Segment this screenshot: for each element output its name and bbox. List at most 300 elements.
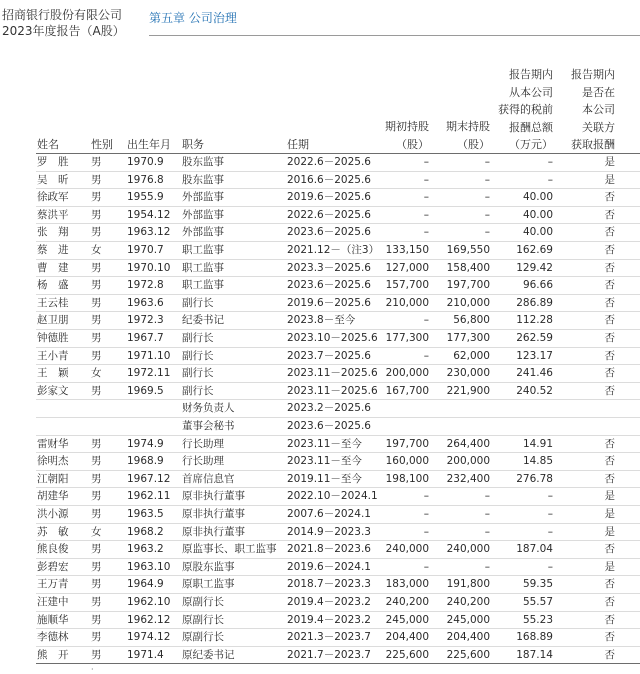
cell-birth: 1963.10: [127, 560, 171, 573]
cell-position: 外部监事: [182, 191, 224, 204]
cell-gender: 女: [91, 367, 102, 380]
cell-name: 胡建华: [37, 490, 69, 503]
cell-end-shares: 177,300: [446, 332, 490, 344]
cell-name: 彭碧宏: [37, 560, 69, 573]
cell-end-shares: 56,800: [453, 314, 490, 327]
cell-name: 王万青: [37, 578, 69, 591]
table-row: [0, 154, 640, 172]
cell-gender: 男: [91, 560, 102, 573]
cell-pay: 240.52: [516, 384, 553, 397]
table-header: [0, 66, 640, 154]
cell-birth: 1962.10: [127, 596, 171, 608]
table-row: [0, 488, 640, 506]
cell-related-party: 是: [604, 156, 615, 168]
col-end-line2: （股）: [457, 137, 490, 151]
cell-gender: 男: [91, 508, 102, 520]
cell-term: 2023.11－至今: [287, 455, 362, 468]
cell-birth: 1967.12: [127, 472, 171, 485]
cell-name: 王小青: [37, 349, 69, 362]
cell-end-shares: 204,400: [446, 631, 490, 644]
cell-birth: 1972.11: [127, 367, 171, 380]
cell-end-shares: 158,400: [446, 261, 490, 274]
table-row: [0, 207, 640, 225]
cell-related-party: 否: [604, 437, 615, 450]
cell-position: 外部监事: [182, 208, 224, 221]
cell-gender: 男: [91, 208, 102, 221]
cell-name: 赵卫朋: [37, 314, 69, 327]
cell-pay: 162.69: [516, 244, 553, 256]
cell-begin-shares: 157,700: [385, 279, 429, 292]
cell-birth: 1963.2: [127, 543, 164, 556]
cell-gender: 男: [91, 490, 102, 503]
col-related-line1: 报告期内: [571, 68, 615, 81]
cell-begin-shares: 183,000: [385, 578, 429, 591]
cell-pay: –: [547, 173, 553, 186]
cell-position: 财务负责人: [182, 402, 235, 415]
cell-end-shares: –: [484, 560, 490, 573]
col-begin-header: [385, 118, 429, 153]
col-begin-line1: 期初持股: [385, 120, 429, 133]
cell-gender: 男: [91, 578, 102, 591]
cell-position: 原非执行董事: [182, 490, 245, 503]
cell-end-shares: –: [484, 525, 490, 538]
cell-position: 首席信息官: [182, 472, 235, 485]
cell-position: 原非执行董事: [182, 508, 245, 520]
cell-pay: 276.78: [516, 472, 553, 485]
cell-end-shares: 245,000: [446, 613, 490, 626]
cell-name: 蔡洪平: [37, 208, 69, 221]
cell-gender: 男: [91, 261, 102, 274]
cell-term: 2019.4－2023.2: [287, 613, 371, 626]
table-row: [0, 312, 640, 330]
cell-pay: 168.89: [516, 631, 553, 644]
cell-birth: 1962.12: [127, 613, 171, 626]
cell-name: 徐明杰: [37, 455, 69, 468]
cell-pay: 14.85: [522, 455, 553, 468]
cell-end-shares: –: [484, 156, 490, 168]
header-divider: [149, 35, 640, 36]
cell-related-party: 否: [604, 279, 615, 292]
cell-begin-shares: 198,100: [385, 472, 429, 485]
cell-position: 职工监事: [182, 279, 224, 292]
cell-related-party: 否: [604, 578, 615, 591]
cell-gender: 男: [91, 173, 102, 186]
cell-birth: 1971.4: [127, 648, 164, 661]
cell-pay: –: [547, 490, 553, 503]
cell-position: 原监事长、职工监事: [182, 543, 277, 556]
col-related-line5: 获取报酬: [571, 138, 615, 151]
table-row: [0, 242, 640, 260]
cell-gender: 男: [91, 332, 102, 344]
table-row: [0, 524, 640, 542]
cell-gender: 男: [91, 226, 102, 239]
table-row: [0, 612, 640, 630]
cell-begin-shares: –: [423, 314, 429, 327]
cell-related-party: 否: [604, 631, 615, 644]
cell-gender: 男: [91, 279, 102, 292]
cell-birth: 1963.12: [127, 226, 171, 239]
cell-end-shares: 169,550: [446, 244, 490, 256]
cell-position: 董事会秘书: [182, 420, 235, 432]
cell-name: 雷财华: [37, 437, 69, 450]
cell-gender: 男: [91, 296, 102, 309]
company-name: 招商银行股份有限公司: [2, 8, 123, 22]
table-row: [0, 559, 640, 577]
cell-pay: 40.00: [522, 208, 553, 221]
cell-end-shares: 197,700: [446, 279, 490, 292]
cell-birth: 1954.12: [127, 208, 171, 221]
cell-begin-shares: 133,150: [385, 244, 429, 256]
cell-pay: –: [547, 156, 553, 168]
cell-pay: 59.35: [522, 578, 553, 591]
cell-begin-shares: –: [423, 191, 429, 204]
cell-end-shares: 225,600: [446, 648, 490, 661]
cell-gender: 男: [91, 543, 102, 556]
cell-position: 行长助理: [182, 437, 224, 450]
cell-birth: 1968.2: [127, 525, 164, 538]
col-end-line1: 期末持股: [446, 120, 490, 133]
cell-name: 蔡 进: [37, 244, 69, 256]
cell-begin-shares: 177,300: [385, 332, 429, 344]
cell-related-party: 否: [604, 367, 615, 380]
col-related-line2: 是否在: [582, 85, 615, 99]
table-row: [0, 471, 640, 489]
table-row: [0, 629, 640, 647]
cell-end-shares: 210,000: [446, 296, 490, 309]
cell-name: 钟德胜: [37, 332, 69, 344]
cell-gender: 男: [91, 631, 102, 644]
cell-name: 洪小源: [37, 508, 69, 520]
cell-name: 彭家文: [37, 384, 69, 397]
cell-end-shares: 240,000: [446, 543, 490, 556]
cell-name: 江朝阳: [37, 472, 69, 485]
cell-name: 熊 开: [37, 648, 69, 661]
cell-position: 职工监事: [182, 244, 224, 256]
cell-term: 2023.6－2025.6: [287, 226, 371, 239]
cell-name: 徐政军: [37, 191, 69, 204]
table-row: [0, 383, 640, 401]
cell-term: 2021.3－2023.7: [287, 631, 371, 644]
cell-end-shares: –: [484, 173, 490, 186]
cell-position: 原纪委书记: [182, 648, 235, 661]
cell-begin-shares: 225,600: [385, 648, 429, 661]
cell-gender: 男: [91, 648, 102, 661]
table-row: [0, 365, 640, 383]
col-pay-line5: （万元）: [509, 138, 553, 151]
cell-birth: 1963.6: [127, 296, 164, 309]
cell-name: 熊良俊: [37, 543, 69, 556]
cell-pay: 55.57: [522, 596, 553, 608]
cell-end-shares: 221,900: [446, 384, 490, 397]
cell-birth: 1974.9: [127, 437, 164, 450]
table-row: [0, 594, 640, 612]
cell-term: 2019.4－2023.2: [287, 596, 371, 608]
table-row: [0, 418, 640, 436]
cell-end-shares: –: [484, 208, 490, 221]
cell-term: 2023.3－2025.6: [287, 261, 371, 274]
cell-position: 股东监事: [182, 173, 224, 186]
table-row: [0, 277, 640, 295]
cell-related-party: 否: [604, 244, 615, 256]
cell-gender: 男: [91, 596, 102, 608]
cell-pay: 187.14: [516, 648, 553, 661]
cell-begin-shares: –: [423, 156, 429, 168]
cell-position: 股东监事: [182, 156, 224, 168]
cell-position: 外部监事: [182, 226, 224, 239]
cell-end-shares: 230,000: [446, 367, 490, 380]
cell-related-party: 否: [604, 613, 615, 626]
cell-pay: 40.00: [522, 191, 553, 204]
cell-term: 2022.10－2024.1: [287, 490, 378, 503]
cell-end-shares: –: [484, 508, 490, 520]
cell-related-party: 否: [604, 261, 615, 274]
cell-gender: 男: [91, 349, 102, 362]
cell-name: 汪建中: [37, 596, 69, 608]
cell-related-party: 是: [604, 173, 615, 186]
cell-position: 副行长: [182, 332, 214, 344]
table-row: [0, 189, 640, 207]
cell-pay: 286.89: [516, 296, 553, 309]
cell-pay: 262.59: [516, 332, 553, 344]
col-pay-line2: 从本公司: [509, 85, 553, 99]
cell-begin-shares: 240,200: [385, 596, 429, 608]
cell-related-party: 否: [604, 472, 615, 485]
cell-name: 吴 昕: [37, 173, 69, 186]
cell-name: 王 颖: [37, 367, 69, 380]
cell-position: 副行长: [182, 296, 214, 309]
cell-position: 副行长: [182, 349, 214, 362]
cell-name: 张 翔: [37, 226, 69, 239]
cell-gender: 男: [91, 191, 102, 204]
col-related-header: [571, 66, 615, 154]
cell-term: 2023.2－2025.6: [287, 402, 371, 415]
table-row: [0, 647, 640, 665]
table-row: [0, 348, 640, 366]
cell-position: 原职工监事: [182, 578, 235, 591]
cell-related-party: 否: [604, 208, 615, 221]
cell-birth: 1970.7: [127, 244, 164, 256]
report-title: 2023年度报告（A股）: [2, 24, 125, 38]
cell-birth: 1969.5: [127, 384, 164, 397]
cell-term: 2023.11－2025.6: [287, 367, 378, 380]
cell-name: 苏 敏: [37, 525, 69, 538]
cell-begin-shares: –: [423, 208, 429, 221]
col-related-line4: 关联方: [582, 120, 615, 134]
cell-position: 职工监事: [182, 261, 224, 274]
cell-end-shares: 191,800: [446, 578, 490, 591]
cell-begin-shares: 197,700: [385, 437, 429, 450]
cell-birth: 1962.11: [127, 490, 171, 503]
cell-name: 罗 胜: [37, 156, 69, 168]
cell-pay: 40.00: [522, 226, 553, 239]
col-pay-header: [498, 66, 553, 154]
cell-gender: 男: [91, 455, 102, 468]
cell-position: 纪委书记: [182, 314, 224, 327]
cell-pay: 129.42: [516, 261, 553, 274]
cell-begin-shares: 240,000: [385, 543, 429, 556]
col-pay-line3: 获得的税前: [498, 103, 553, 116]
cell-term: 2019.6－2025.6: [287, 296, 371, 309]
cell-related-party: 否: [604, 648, 615, 661]
cell-end-shares: –: [484, 191, 490, 204]
cell-term: 2023.8－至今: [287, 314, 356, 327]
cell-gender: 女: [91, 525, 102, 538]
cell-term: 2023.11－2025.6: [287, 384, 378, 397]
cell-birth: 1970.10: [127, 261, 171, 274]
cell-name: 王云桂: [37, 296, 69, 309]
cell-gender: 男: [91, 156, 102, 168]
cell-related-party: 否: [604, 191, 615, 204]
cell-pay: –: [547, 560, 553, 573]
cell-end-shares: 240,200: [446, 596, 490, 608]
table-row: [0, 330, 640, 348]
col-related-line3: 本公司: [582, 103, 615, 116]
cell-begin-shares: 210,000: [385, 296, 429, 309]
cell-position: 原副行长: [182, 596, 224, 608]
col-pay-line1: 报告期内: [509, 68, 553, 81]
table-row: [0, 436, 640, 454]
cell-birth: 1964.9: [127, 578, 164, 591]
col-end-header: [446, 118, 490, 153]
cell-birth: 1968.9: [127, 455, 164, 468]
cell-term: 2016.6－2025.6: [287, 173, 371, 186]
cell-begin-shares: –: [423, 490, 429, 503]
table-row: [0, 576, 640, 594]
cell-birth: 1967.7: [127, 332, 164, 344]
table-row: [0, 172, 640, 190]
cell-related-party: 否: [604, 543, 615, 556]
cell-name: 李德林: [37, 631, 69, 644]
cell-position: 副行长: [182, 367, 214, 380]
table-row: [0, 260, 640, 278]
cell-term: 2019.11－至今: [287, 472, 362, 485]
col-name-header: 姓名: [37, 138, 59, 151]
cell-term: 2014.9－2023.3: [287, 525, 371, 538]
cell-name: 曹 建: [37, 261, 69, 274]
cell-gender: 男: [91, 437, 102, 450]
cell-term: 2019.6－2024.1: [287, 560, 371, 573]
table-row: [0, 295, 640, 313]
cell-related-party: 否: [604, 296, 615, 309]
table-row: [0, 453, 640, 471]
cell-term: 2021.7－2023.7: [287, 648, 371, 661]
col-position-header: 职务: [182, 138, 204, 151]
cell-term: 2023.6－2025.6: [287, 279, 371, 292]
cell-begin-shares: –: [423, 173, 429, 186]
cell-related-party: 否: [604, 349, 615, 362]
cell-related-party: 是: [604, 525, 615, 538]
col-birth-header: 出生年月: [127, 138, 171, 151]
cell-term: 2022.6－2025.6: [287, 208, 371, 221]
chapter-title: 第五章 公司治理: [149, 11, 237, 25]
table-row: [0, 541, 640, 559]
cell-birth: 1963.5: [127, 508, 164, 520]
cell-gender: 男: [91, 472, 102, 485]
cell-begin-shares: 245,000: [385, 613, 429, 626]
cell-end-shares: –: [484, 226, 490, 239]
col-gender-header: 性别: [91, 138, 113, 151]
footer-mark: ·: [91, 665, 94, 674]
cell-term: 2021.8－2023.6: [287, 543, 371, 556]
cell-name: 施顺华: [37, 613, 69, 626]
cell-begin-shares: 204,400: [385, 631, 429, 644]
cell-birth: 1972.3: [127, 314, 164, 327]
cell-gender: 男: [91, 613, 102, 626]
cell-term: 2022.6－2025.6: [287, 156, 371, 168]
col-term-header: 任期: [287, 138, 309, 151]
cell-birth: 1974.12: [127, 631, 171, 644]
cell-end-shares: 200,000: [446, 455, 490, 468]
cell-term: 2023.7－2025.6: [287, 349, 371, 362]
cell-term: 2023.6－2025.6: [287, 420, 371, 432]
cell-position: 副行长: [182, 384, 214, 397]
cell-related-party: 否: [604, 384, 615, 397]
col-pay-line4: 报酬总额: [509, 120, 553, 134]
cell-name: 杨 盛: [37, 279, 69, 292]
cell-birth: 1971.10: [127, 349, 171, 362]
cell-term: 2007.6－2024.1: [287, 508, 371, 520]
cell-related-party: 否: [604, 596, 615, 608]
cell-birth: 1976.8: [127, 173, 164, 186]
cell-pay: 123.17: [516, 349, 553, 362]
cell-position: 原非执行董事: [182, 525, 245, 538]
cell-related-party: 是: [604, 490, 615, 503]
cell-begin-shares: 160,000: [385, 455, 429, 468]
cell-term: 2023.10－2025.6: [287, 332, 378, 344]
cell-birth: 1970.9: [127, 156, 164, 168]
table-row: [0, 400, 640, 418]
cell-related-party: 否: [604, 332, 615, 344]
cell-gender: 男: [91, 314, 102, 327]
report-header: [2, 7, 125, 39]
cell-position: 行长助理: [182, 455, 224, 468]
cell-begin-shares: –: [423, 560, 429, 573]
cell-related-party: 否: [604, 314, 615, 327]
cell-position: 原副行长: [182, 631, 224, 644]
cell-related-party: 否: [604, 226, 615, 239]
cell-end-shares: 264,400: [446, 437, 490, 450]
cell-related-party: 是: [604, 508, 615, 520]
col-begin-line2: （股）: [396, 137, 429, 151]
cell-pay: 112.28: [516, 314, 553, 327]
cell-begin-shares: –: [423, 508, 429, 520]
cell-begin-shares: –: [423, 525, 429, 538]
cell-term: 2019.6－2025.6: [287, 191, 371, 204]
cell-position: 原股东监事: [182, 560, 235, 573]
cell-gender: 男: [91, 384, 102, 397]
cell-term: 2023.11－至今: [287, 437, 362, 450]
cell-pay: –: [547, 508, 553, 520]
cell-related-party: 否: [604, 455, 615, 468]
cell-position: 原副行长: [182, 613, 224, 626]
cell-pay: 96.66: [522, 279, 553, 292]
table-row: [0, 224, 640, 242]
cell-pay: 187.04: [516, 543, 553, 556]
cell-begin-shares: 127,000: [385, 261, 429, 274]
cell-gender: 女: [91, 244, 102, 256]
cell-end-shares: –: [484, 490, 490, 503]
cell-birth: 1955.9: [127, 191, 164, 204]
cell-begin-shares: 200,000: [385, 367, 429, 380]
cell-begin-shares: –: [423, 349, 429, 362]
table-row: [0, 506, 640, 524]
cell-end-shares: 232,400: [446, 472, 490, 485]
cell-birth: 1972.8: [127, 279, 164, 292]
cell-begin-shares: 167,700: [385, 384, 429, 397]
cell-begin-shares: –: [423, 226, 429, 239]
cell-pay: 14.91: [522, 437, 553, 450]
cell-related-party: 是: [604, 560, 615, 573]
